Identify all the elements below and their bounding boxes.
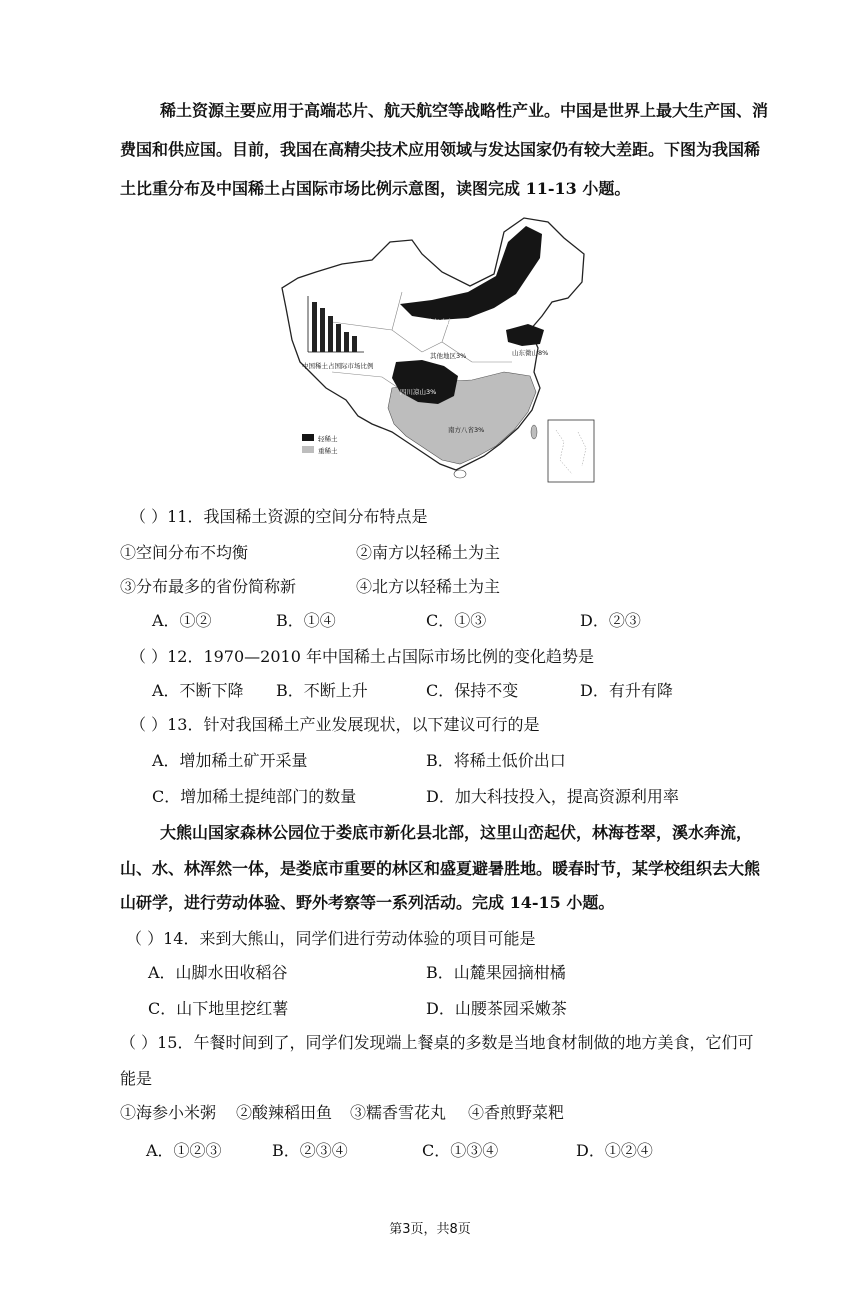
- q11-statement-3: ③分布最多的省份简称新: [120, 577, 297, 596]
- q14-option-d: D．山腰茶园采嫩茶: [426, 999, 567, 1018]
- q11-statement-1: ①空间分布不均衡: [120, 543, 249, 562]
- q15-statement-2: ②酸辣稻田鱼: [236, 1103, 333, 1122]
- q13-option-a: A．增加稀土矿开采量: [152, 751, 308, 770]
- q12-option-b: B．不断上升: [276, 681, 368, 700]
- legend-swatch-heavy: [302, 446, 314, 453]
- legend-light: 轻稀土: [318, 435, 338, 443]
- q15-option-d: D．①②④: [576, 1141, 653, 1160]
- legend-heavy: 重稀土: [318, 447, 338, 455]
- q11-stem: （ ）11．我国稀土资源的空间分布特点是: [130, 507, 428, 526]
- passage1-line1: 稀土资源主要应用于高端芯片、航天航空等战略性产业。中国是世界上最大生产国、消: [160, 101, 769, 120]
- q12-option-c: C．保持不变: [426, 681, 519, 700]
- q13-stem: （ ）13．针对我国稀土产业发展现状，以下建议可行的是: [130, 715, 540, 734]
- q15-stem-line1: （ ）15．午餐时间到了，同学们发现端上餐桌的多数是当地食材制做的地方美食，它们可: [120, 1033, 754, 1052]
- inset-bar: [344, 332, 349, 352]
- q15-statement-3: ③糯香雪花丸: [350, 1103, 447, 1122]
- q11-option-c: C．①③: [426, 611, 487, 630]
- q13-option-c: C．增加稀土提纯部门的数量: [152, 787, 357, 806]
- q15-option-c: C．①③④: [422, 1141, 499, 1160]
- q15-stem-line2: 能是: [120, 1069, 153, 1088]
- q11-option-d: D．②③: [580, 611, 641, 630]
- q13-option-b: B．将稀土低价出口: [426, 751, 566, 770]
- q12-option-a: A．不断下降: [152, 681, 244, 700]
- label-south: 南方八省3%: [448, 426, 485, 434]
- inset-bar: [336, 324, 341, 352]
- label-sichuan: 四川凉山3%: [400, 388, 437, 396]
- q12-option-d: D．有升有降: [580, 681, 673, 700]
- q15-option-a: A．①②③: [146, 1141, 222, 1160]
- label-shandong: 山东微山8%: [512, 349, 549, 357]
- passage1-line3: 土比重分布及中国稀土占国际市场比例示意图，读图完成 11-13 小题。: [120, 179, 631, 198]
- label-inner-mongolia: 内蒙古包头白云鄂博83%: [414, 318, 487, 326]
- q15-option-b: B．②③④: [272, 1141, 348, 1160]
- q11-statement-4: ④北方以轻稀土为主: [356, 577, 501, 596]
- rare-earth-map: [272, 212, 602, 487]
- q15-statement-4: ④香煎野菜粑: [468, 1103, 565, 1122]
- q14-option-a: A．山脚水田收稻谷: [148, 963, 288, 982]
- inset-bar: [320, 308, 325, 352]
- label-other: 其他地区3%: [430, 352, 467, 360]
- q12-stem: （ ）12．1970—2010 年中国稀土占国际市场比例的变化趋势是: [130, 647, 594, 666]
- passage1-line2: 费国和供应国。目前，我国在高精尖技术应用领域与发达国家仍有较大差距。下图为我国稀: [120, 140, 761, 159]
- inset-chart-caption: 中国稀土占国际市场比例: [302, 362, 374, 370]
- q11-statement-2: ②南方以轻稀土为主: [356, 543, 501, 562]
- passage2-line1: 大熊山国家森林公园位于娄底市新化县北部，这里山峦起伏，林海苍翠，溪水奔流，: [160, 823, 753, 842]
- q14-option-c: C．山下地里挖红薯: [148, 999, 289, 1018]
- inset-bar: [352, 336, 357, 352]
- q14-stem: （ ）14．来到大熊山，同学们进行劳动体验的项目可能是: [126, 929, 536, 948]
- passage2-line2: 山、水、林浑然一体，是娄底市重要的林区和盛夏避暑胜地。暖春时节，某学校组织去大熊: [120, 859, 761, 878]
- inset-bar: [328, 316, 333, 352]
- q11-option-b: B．①④: [276, 611, 336, 630]
- legend-swatch-light: [302, 434, 314, 441]
- q13-option-d: D．加大科技投入，提高资源利用率: [426, 787, 679, 806]
- inset-bar: [312, 302, 317, 352]
- china-map-svg: [272, 212, 602, 487]
- passage2-line3: 山研学，进行劳动体验、野外考察等一系列活动。完成 14-15 小题。: [120, 893, 615, 912]
- q14-option-b: B．山麓果园摘柑橘: [426, 963, 566, 982]
- page-number: 第3页，共8页: [389, 1222, 471, 1237]
- south-china-sea-inset: [548, 420, 594, 482]
- q15-statement-1: ①海参小米粥: [120, 1103, 217, 1122]
- q11-option-a: A．①②: [152, 611, 212, 630]
